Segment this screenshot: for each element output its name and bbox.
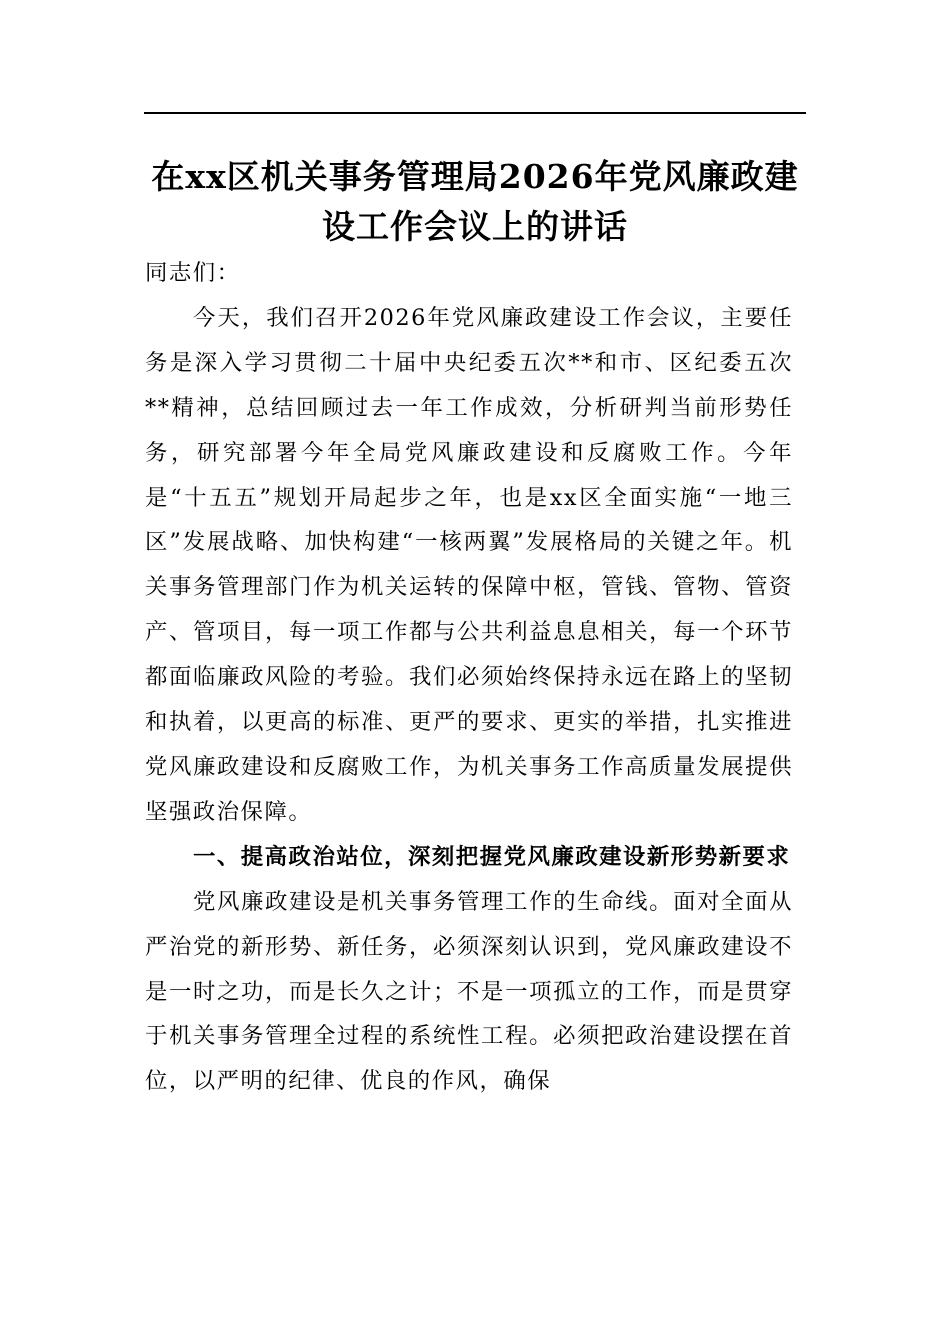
header-rule: [144, 112, 806, 114]
intro-paragraph: 今天，我们召开2026年党风廉政建设工作会议，主要任务是深入学习贯彻二十届中央纪委五次**和市、区纪委五次**精神，总结回顾过去一年工作成效，分析研判当前形势任务，研究部署今年全局党风廉政建设和反腐败工作。今年是“十五五”规划开局起步之年，也是xx区全面实施“一地三区”发展战略、加快构建“一核两翼”发展格局的关键之年。机关事务管理部门作为机关运转的保障中枢，管钱、管物、管资产、管项目，每一项工作都与公共利益息息相关，每一个环节都面临廉政风险的考验。我们必须始终保持永远在路上的坚韧和执着，以更高的标准、更严的要求、更实的举措，扎实推进党风廉政建设和反腐败工作，为机关事务工作高质量发展提供坚强政治保障。: [145, 304, 793, 825]
section-paragraph: 党风廉政建设是机关事务管理工作的生命线。面对全面从严治党的新形势、新任务，必须深刻认识到，党风廉政建设不是一时之功，而是长久之计；不是一项孤立的工作，而是贯穿于机关事务管理全过程的系统性工程。必须把政治建设摆在首位，以严明的纪律、优良的作风，确保: [145, 888, 793, 1095]
section-heading: 一、提高政治站位，深刻把握党风廉政建设新形势新要求: [193, 843, 791, 870]
document-title: 在xx区机关事务管理局2026年党风廉政建设工作会议上的讲话: [151, 157, 799, 246]
document-body: [145, 251, 793, 1104]
salutation: 同志们：: [145, 260, 241, 286]
